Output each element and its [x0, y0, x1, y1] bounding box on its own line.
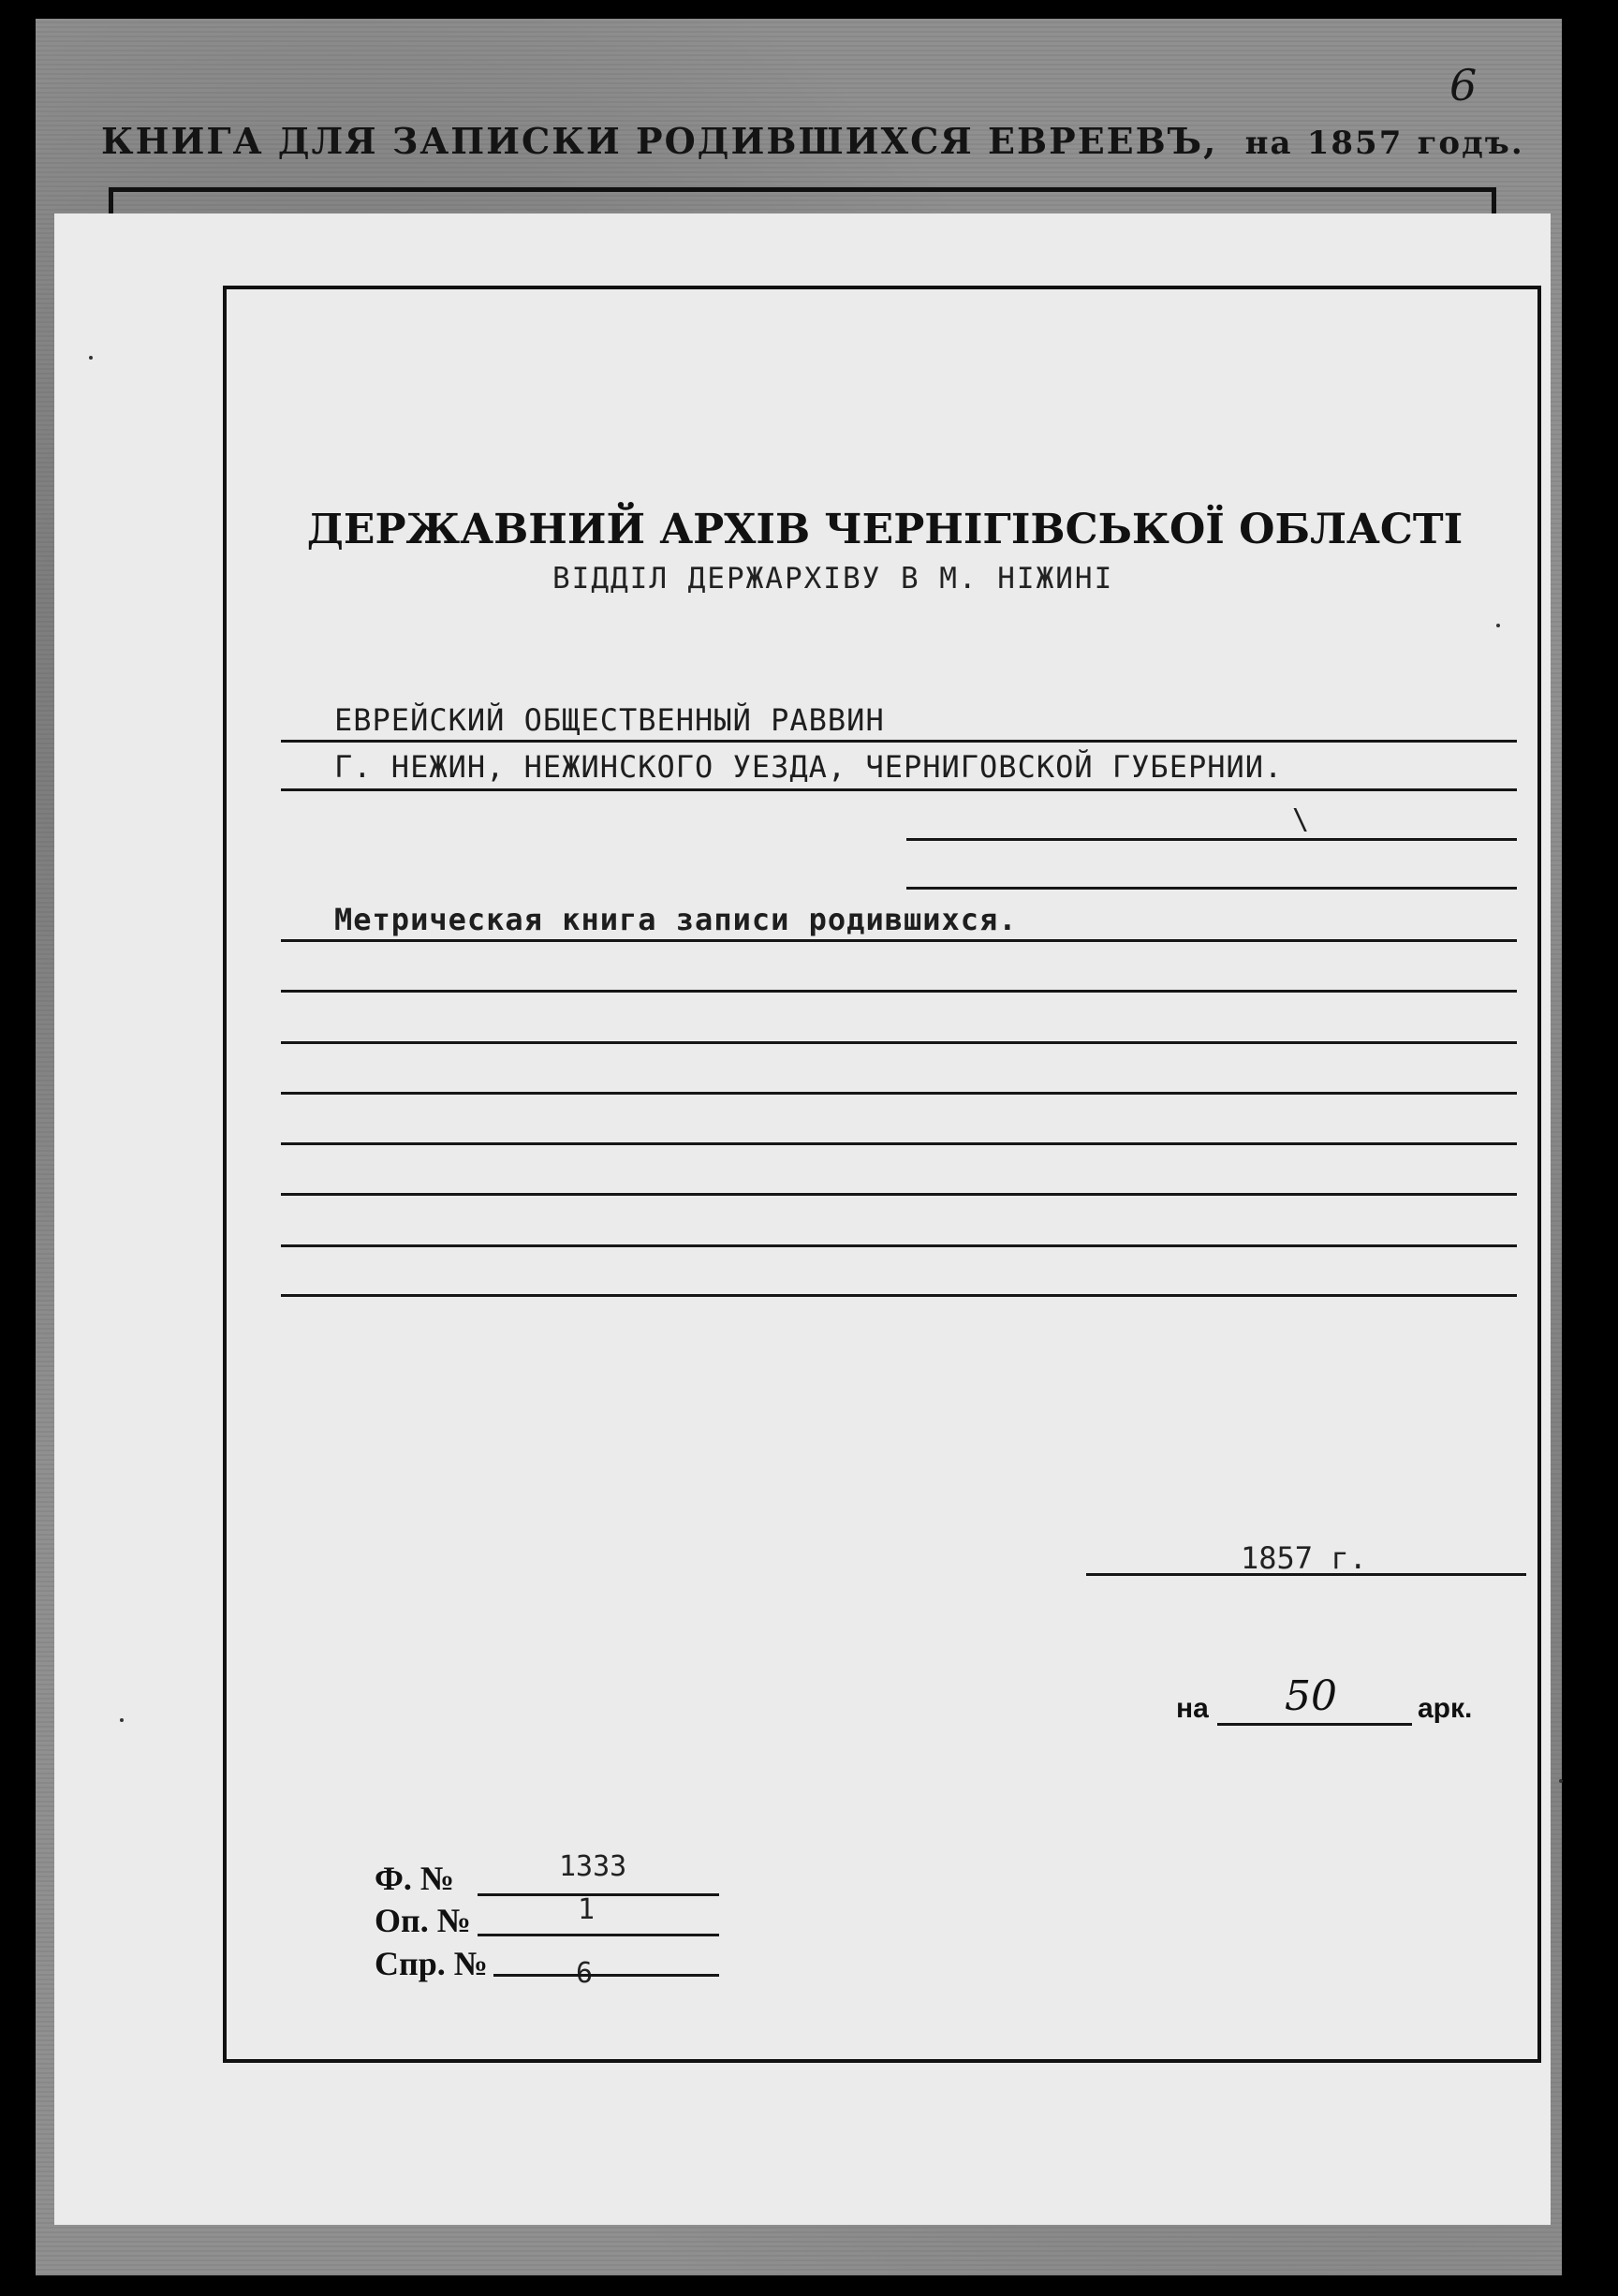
- sprava-rule: [493, 1974, 719, 1977]
- sheets-rule: [1217, 1723, 1412, 1726]
- old-book-title: КНИГА ДЛЯ ЗАПИСКИ РОДИВШИХСЯ ЕВРЕЕВЪ,: [101, 120, 1218, 162]
- rule-3: [906, 838, 1517, 841]
- sheets-unit: арк.: [1418, 1693, 1473, 1724]
- institution-line-2: Г. НЕЖИН, НЕЖИНСКОГО УЕЗДА, ЧЕРНИГОВСКОЙ ГУБЕРНИИ.: [334, 749, 1284, 785]
- rule-6: [281, 990, 1517, 993]
- dust-speck: [120, 1718, 124, 1722]
- description-line-1: Метрическая книга записи родившихся.: [334, 902, 1018, 937]
- fond-number: 1333: [559, 1850, 627, 1883]
- opis-label: Оп. №: [375, 1902, 471, 1939]
- old-book-title-line: [101, 120, 1524, 162]
- fond-label: Ф. №: [375, 1860, 455, 1897]
- archive-subtitle: ВІДДІЛ ДЕРЖАРХІВУ В М. НІЖИНІ: [552, 562, 1114, 596]
- rule-8: [281, 1092, 1517, 1095]
- old-book-year-prefix: на: [1244, 125, 1293, 162]
- sheets-count: 50: [1285, 1672, 1337, 1720]
- institution-line-1: ЕВРЕЙСКИЙ ОБЩЕСТВЕННЫЙ РАВВИН: [334, 702, 885, 738]
- rule-11: [281, 1244, 1517, 1247]
- handwritten-mark: \: [1292, 803, 1311, 836]
- sheets-label: на: [1176, 1693, 1209, 1724]
- rule-1: [281, 740, 1517, 743]
- archive-title: ДЕРЖАВНИЙ АРХІВ ЧЕРНІГІВСЬКОЇ ОБЛАСТІ: [306, 506, 1464, 553]
- old-book-year-suffix: годъ.: [1417, 125, 1524, 162]
- date-rule: [1086, 1573, 1526, 1576]
- fond-rule: [478, 1893, 719, 1896]
- dust-speck: [1559, 1779, 1563, 1783]
- old-book-year: 1857: [1306, 125, 1404, 162]
- rule-2: [281, 788, 1517, 791]
- rule-4: [906, 887, 1517, 890]
- opis-rule: [478, 1934, 719, 1936]
- sprava-number: 6: [576, 1957, 594, 1990]
- sprava-label: Спр. №: [375, 1945, 488, 1982]
- old-page-number: 6: [1449, 60, 1478, 110]
- dust-speck: [89, 356, 93, 360]
- rule-5: [281, 939, 1517, 942]
- rule-9: [281, 1142, 1517, 1145]
- rule-10: [281, 1193, 1517, 1196]
- opis-number: 1: [578, 1893, 596, 1926]
- dust-speck: [1496, 624, 1500, 627]
- date-year: 1857 г.: [1241, 1540, 1367, 1576]
- rule-12: [281, 1294, 1517, 1297]
- rule-7: [281, 1041, 1517, 1044]
